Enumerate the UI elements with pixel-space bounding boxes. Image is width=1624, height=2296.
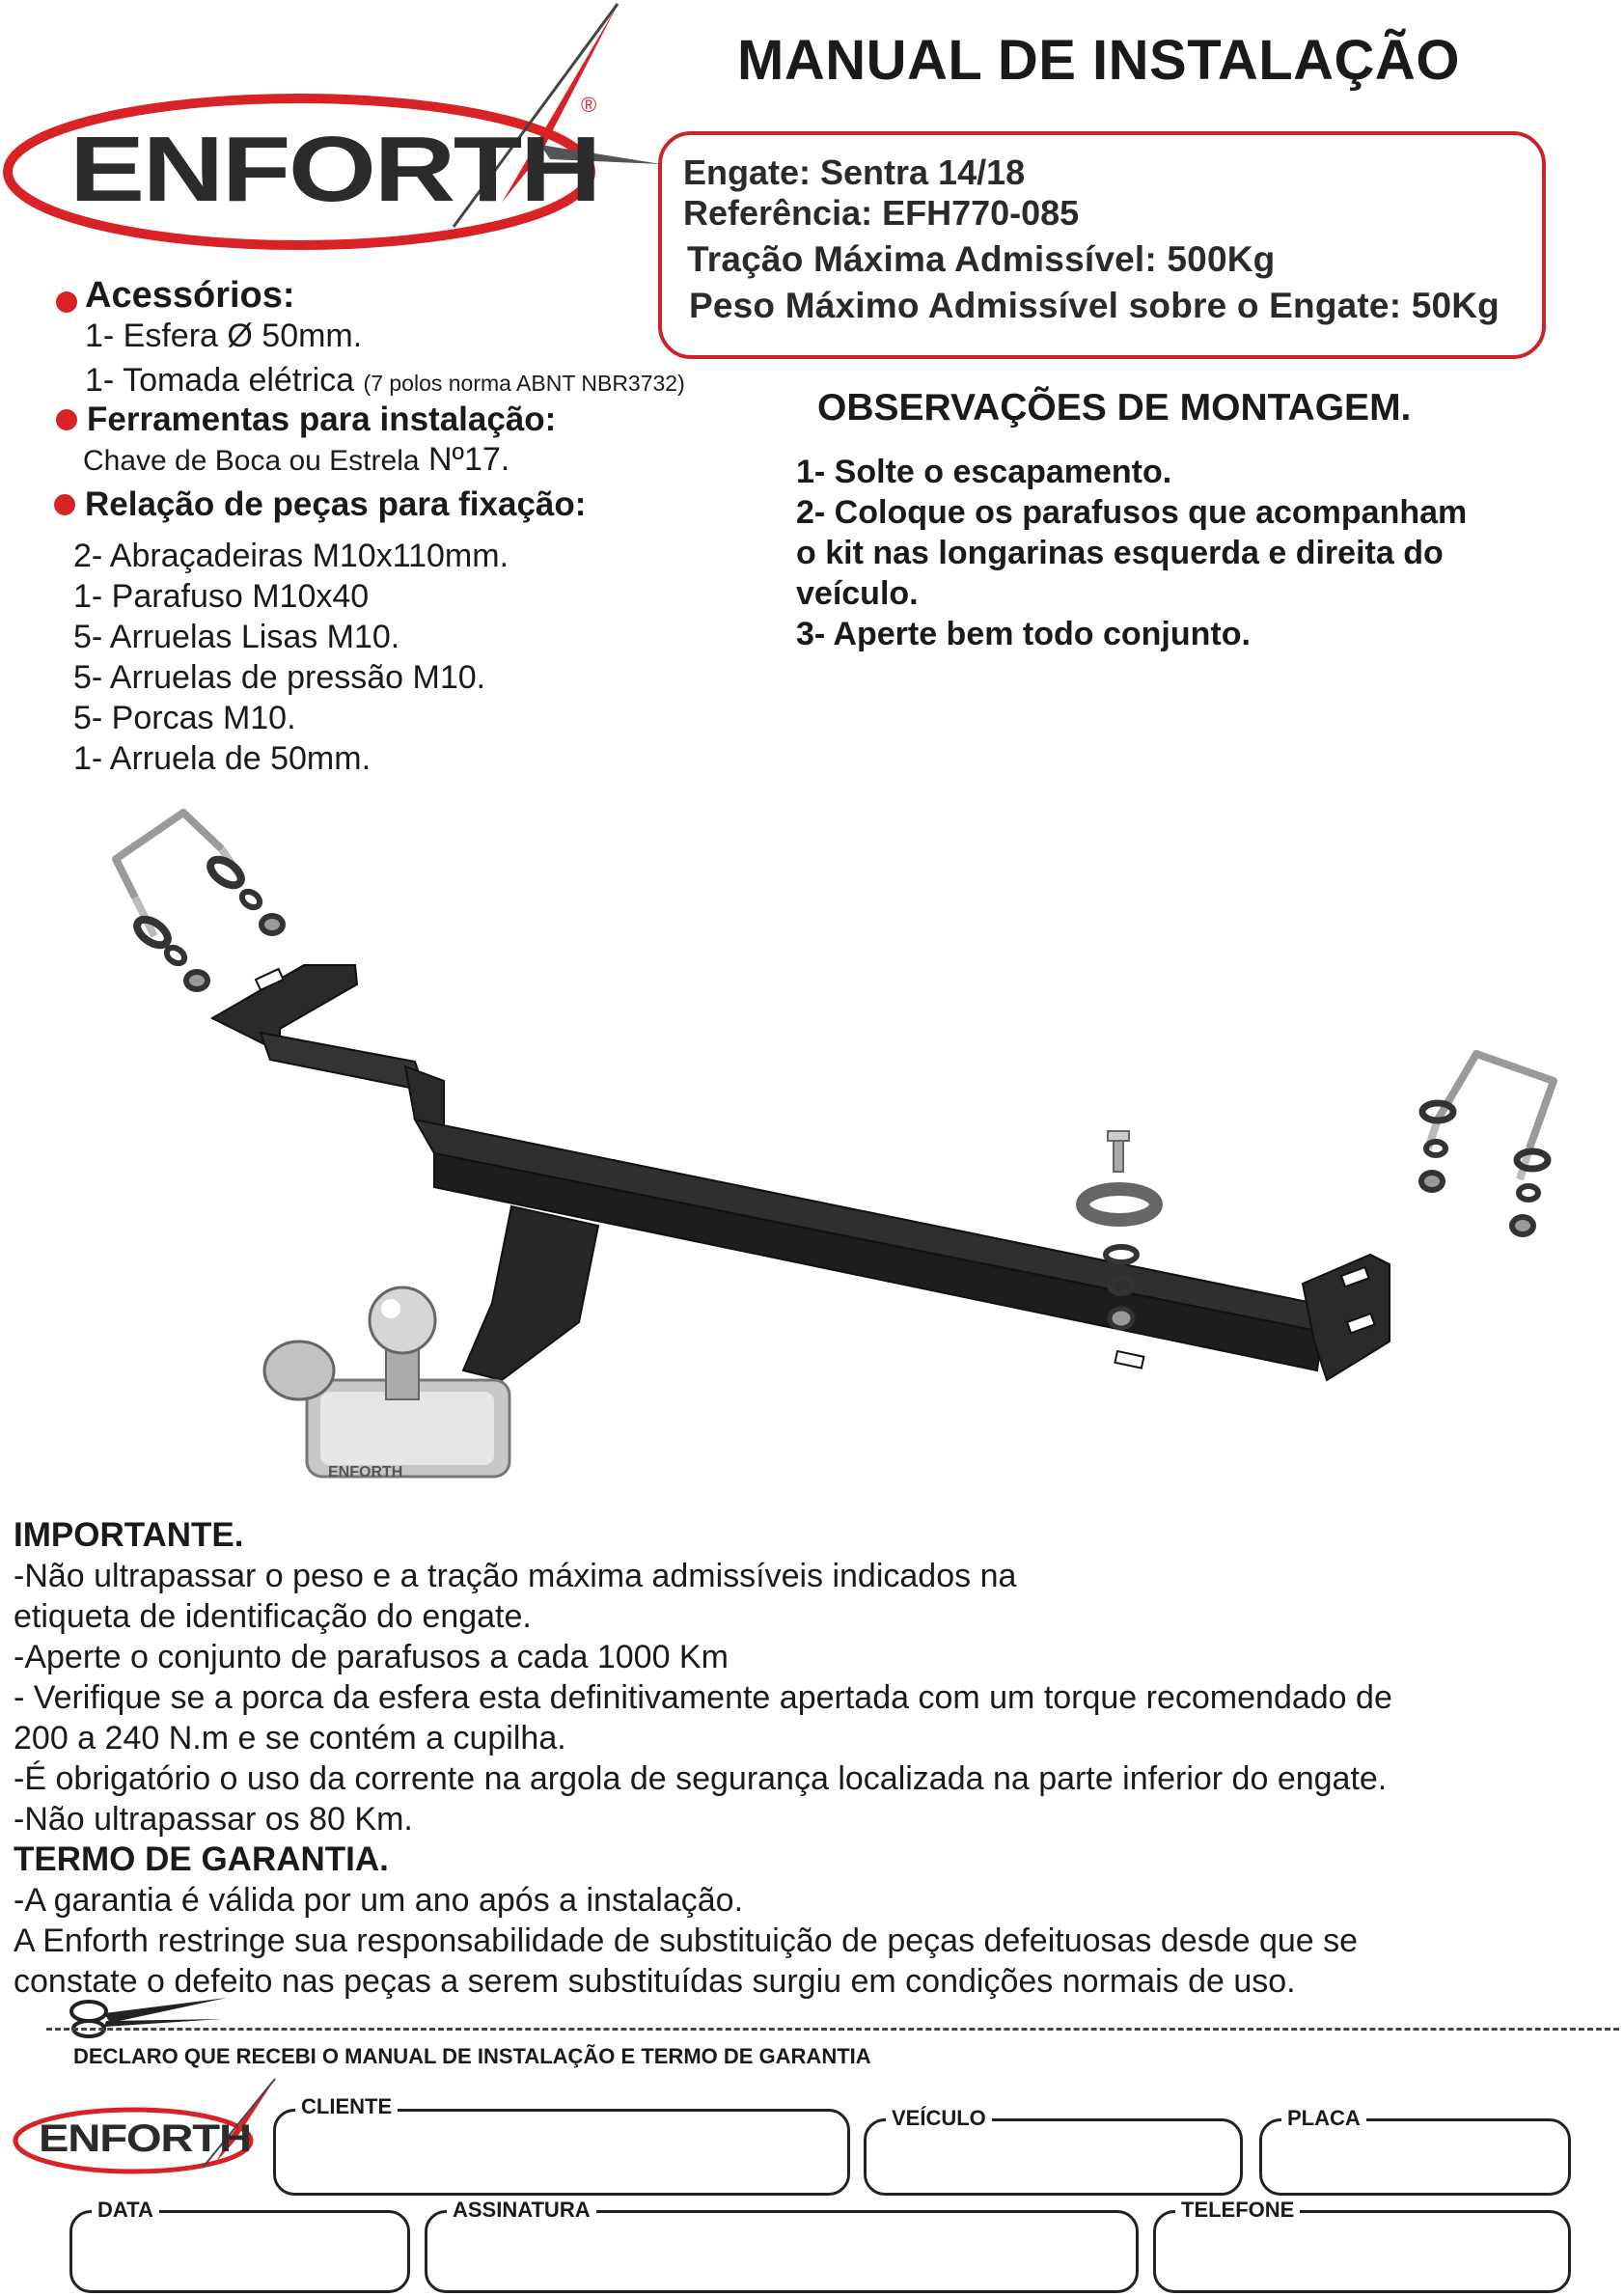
- observation-line: o kit nas longarinas esquerda e direita do: [796, 535, 1444, 571]
- tools-item: [83, 440, 509, 481]
- bullet-icon: [56, 409, 77, 430]
- placa-label: PLACA: [1281, 2106, 1366, 2131]
- telefone-label: TELEFONE: [1175, 2198, 1300, 2223]
- veiculo-label: VEÍCULO: [886, 2106, 992, 2131]
- product-label: ENFORTH: [328, 1464, 403, 1480]
- registered-mark: ®: [581, 93, 597, 117]
- accessory-tomada-note: (7 polos norma ABNT NBR3732): [363, 371, 685, 396]
- observation-line: veículo.: [796, 575, 919, 612]
- spec-referencia: Referência: EFH770-085: [683, 193, 1080, 233]
- important-line: -É obrigatório o uso da corrente na argola de segurança localizada na parte inferior do engate.: [14, 1760, 1388, 1797]
- u-bolt-left-icon: [116, 813, 241, 936]
- parts-item: 1- Arruela de 50mm.: [73, 740, 372, 777]
- parts-item: 1- Parafuso M10x40: [73, 578, 370, 615]
- page-title: MANUAL DE INSTALAÇÃO: [737, 29, 1460, 92]
- important-line: -Não ultrapassar os 80 Km.: [14, 1801, 413, 1838]
- spec-engate: Engate: Sentra 14/18: [683, 152, 1026, 192]
- observation-line: 2- Coloque os parafusos que acompanham: [796, 494, 1468, 531]
- tow-ball-icon: [264, 1287, 509, 1480]
- parts-item: 5- Arruelas Lisas M10.: [73, 619, 400, 655]
- enforth-logo: [0, 0, 666, 261]
- enforth-logo-small: [10, 2075, 289, 2181]
- scissors-icon: [68, 1990, 232, 2038]
- placa-field[interactable]: [1259, 2106, 1571, 2196]
- telefone-field[interactable]: [1153, 2198, 1571, 2293]
- logo-wordmark-small: ENFORTH: [39, 2117, 251, 2160]
- observation-line: 3- Aperte bem todo conjunto.: [796, 616, 1251, 652]
- bullet-icon: [56, 291, 77, 313]
- tools-item-text: Chave de Boca ou Estrela: [83, 445, 420, 477]
- observation-line: 1- Solte o escapamento.: [796, 454, 1172, 490]
- important-heading: IMPORTANTE.: [14, 1516, 244, 1554]
- tools-item-size: Nº17.: [428, 441, 510, 478]
- tow-hitch-illustration: [96, 801, 1583, 1515]
- accessory-tomada: 1- Tomada elétrica: [85, 362, 355, 399]
- parts-item: 2- Abraçadeiras M10x110mm.: [73, 538, 509, 574]
- washers-right-icon: [1421, 1103, 1548, 1234]
- important-line: - Verifique se a porca da esfera esta definitivamente apertada com um torque recomendado de: [14, 1679, 1392, 1716]
- warranty-heading: TERMO DE GARANTIA.: [14, 1840, 389, 1878]
- veiculo-field[interactable]: [864, 2106, 1243, 2196]
- spec-tracao: Tração Máxima Admissível: 500Kg: [687, 239, 1276, 279]
- data-field[interactable]: [69, 2198, 410, 2293]
- accessory-item: 1- Esfera Ø 50mm.: [85, 318, 363, 354]
- washers-left-icon: [133, 854, 283, 989]
- parts-item: 5- Arruelas de pressão M10.: [73, 659, 486, 696]
- warranty-line: constate o defeito nas peças a serem substituídas surgiu em condições normais de uso.: [14, 1963, 1296, 2000]
- assinatura-field[interactable]: [425, 2198, 1139, 2293]
- bullet-icon: [54, 494, 75, 515]
- logo-wordmark: ENFORTH: [69, 118, 599, 221]
- assinatura-label: ASSINATURA: [447, 2198, 596, 2223]
- parts-heading: Relação de peças para fixação:: [85, 485, 587, 523]
- spec-box: [658, 131, 1546, 359]
- important-line: etiqueta de identificação do engate.: [14, 1598, 532, 1635]
- parts-item: 5- Porcas M10.: [73, 700, 296, 736]
- important-line: 200 a 240 N.m e se contém a cupilha.: [14, 1720, 566, 1757]
- warranty-line: A Enforth restringe sua responsabilidade de substituição de peças defeituosas desde que se: [14, 1923, 1359, 1959]
- accessory-item: [85, 361, 685, 402]
- spec-peso: Peso Máximo Admissível sobre o Engate: 50Kg: [689, 286, 1500, 325]
- data-label: DATA: [92, 2198, 159, 2223]
- tools-heading: Ferramentas para instalação:: [87, 401, 557, 438]
- accessories-heading: Acessórios:: [85, 275, 295, 316]
- cliente-label: CLIENTE: [295, 2094, 398, 2119]
- important-line: -Não ultrapassar o peso e a tração máxima admissíveis indicados na: [14, 1558, 1017, 1594]
- cliente-field[interactable]: [273, 2094, 850, 2196]
- important-line: -Aperte o conjunto de parafusos a cada 1000 Km: [14, 1639, 729, 1675]
- declaration-text: DECLARO QUE RECEBI O MANUAL DE INSTALAÇÃO E TERMO DE GARANTIA: [73, 2044, 871, 2068]
- cut-line: [46, 2028, 1619, 2031]
- observations-heading: OBSERVAÇÕES DE MONTAGEM.: [817, 387, 1412, 429]
- warranty-line: -A garantia é válida por um ano após a instalação.: [14, 1882, 744, 1919]
